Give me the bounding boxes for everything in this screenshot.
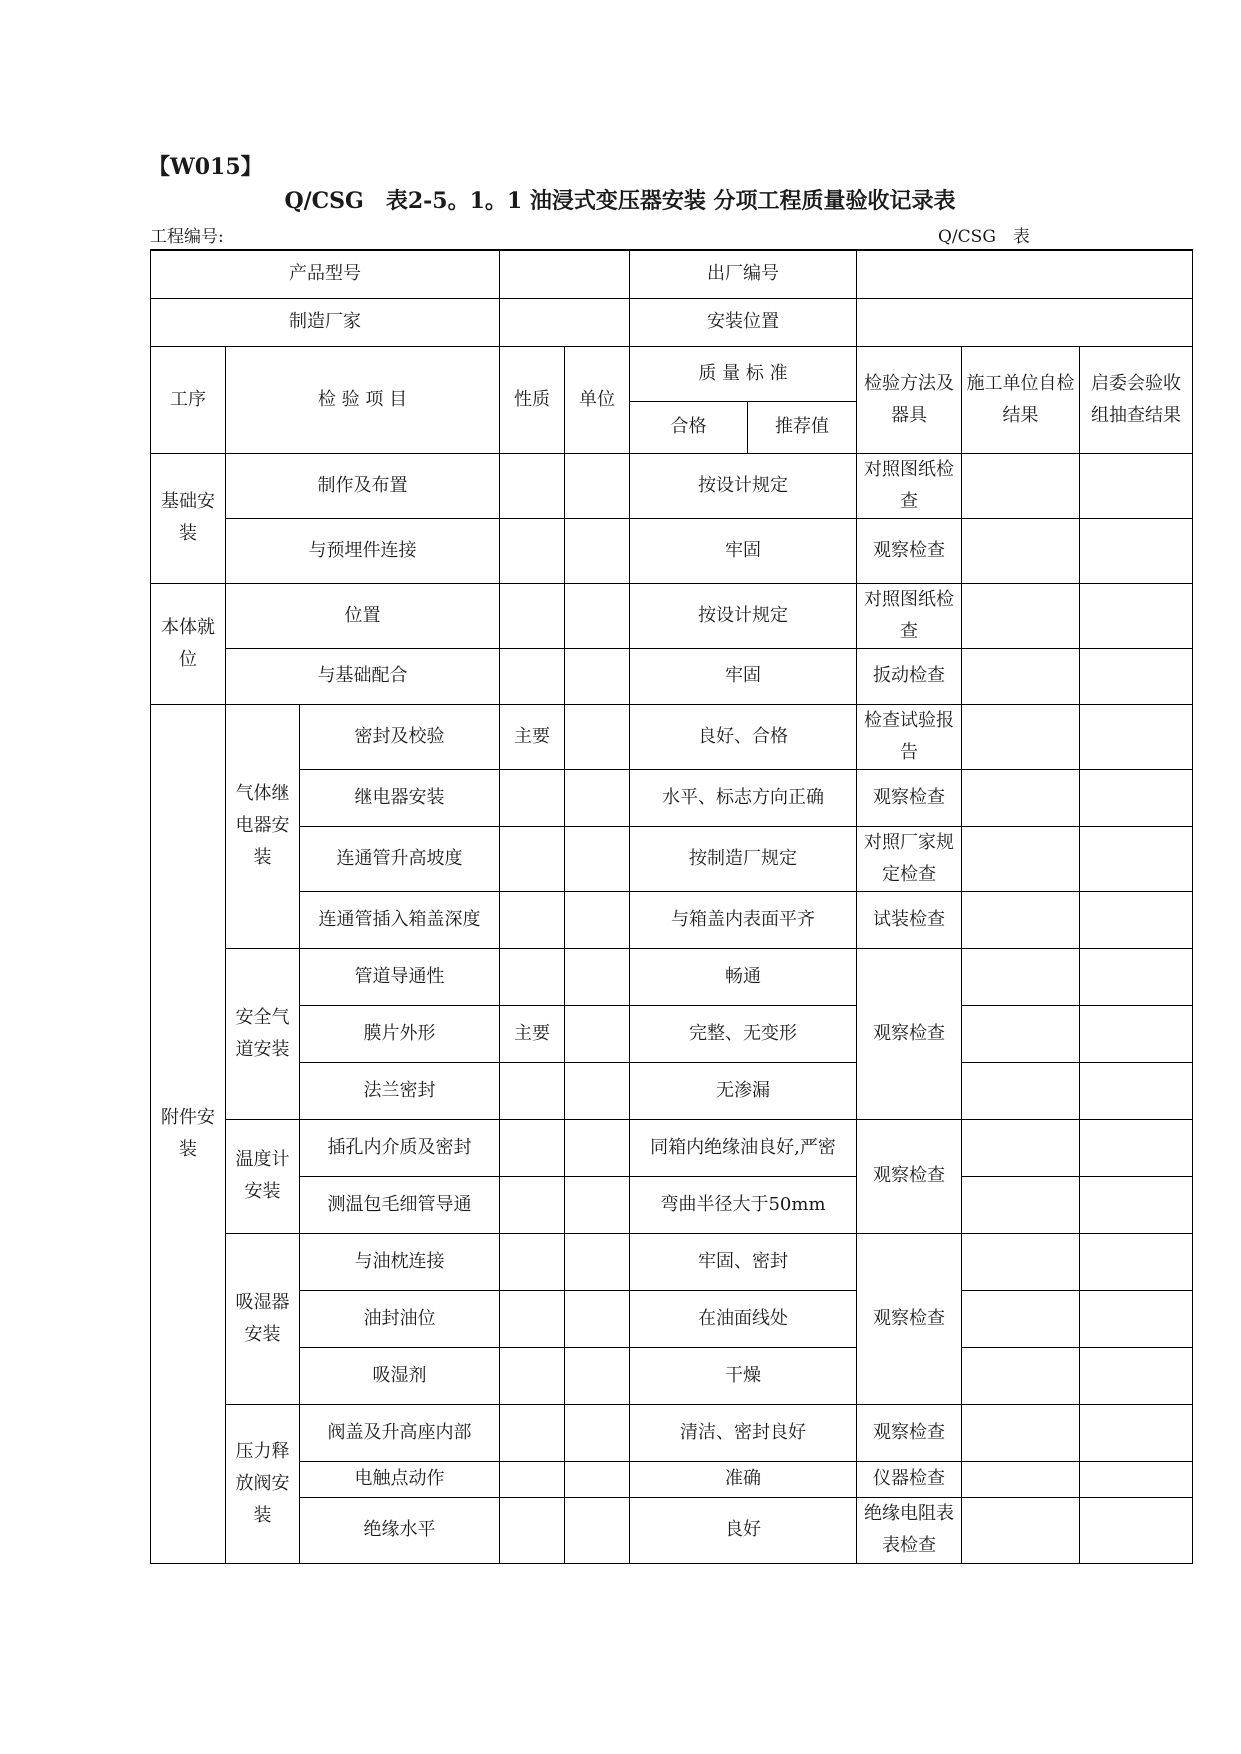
- standard-cell: 牢固、密封: [630, 1233, 857, 1290]
- col-self-check: 施工单位自检结果: [962, 346, 1080, 453]
- committee-check-cell[interactable]: [1080, 704, 1193, 769]
- inspection-record-table: [150, 249, 1193, 1564]
- col-process: 工序: [151, 346, 226, 453]
- factory-number-value[interactable]: [857, 250, 1193, 298]
- install-location-label: 安装位置: [630, 298, 857, 346]
- method-cell: 试装检查: [857, 891, 962, 948]
- group-foundation: 基础安装: [151, 453, 226, 583]
- unit-cell: [565, 648, 630, 704]
- group-accessory-install: 附件安装: [151, 704, 226, 1563]
- project-number-label: 工程编号:: [150, 227, 224, 247]
- col-unit: 单位: [565, 346, 630, 453]
- manufacturer-label: 制造厂家: [151, 298, 500, 346]
- committee-check-cell[interactable]: [1080, 1119, 1193, 1176]
- standard-cell: 干燥: [630, 1347, 857, 1404]
- standard-cell: 在油面线处: [630, 1290, 857, 1347]
- item-label: 连通管升高坡度: [300, 826, 500, 891]
- method-cell: 检查试验报告: [857, 704, 962, 769]
- self-check-cell[interactable]: [962, 826, 1080, 891]
- unit-cell: [565, 1062, 630, 1119]
- col-method: 检验方法及器具: [857, 346, 962, 453]
- item-label: 阀盖及升高座内部: [300, 1404, 500, 1461]
- item-label: 密封及校验: [300, 704, 500, 769]
- committee-check-cell[interactable]: [1080, 583, 1193, 648]
- item-label: 与油枕连接: [300, 1233, 500, 1290]
- nature-cell: [500, 1404, 565, 1461]
- subgroup-gas-relay: 气体继电器安装: [226, 704, 300, 948]
- col-inspection-item: 检 验 项 目: [226, 346, 500, 453]
- self-check-cell[interactable]: [962, 583, 1080, 648]
- standard-cell: 水平、标志方向正确: [630, 769, 857, 826]
- method-cell: 观察检查: [857, 948, 962, 1119]
- method-cell: 观察检查: [857, 1404, 962, 1461]
- standard-cell: 准确: [630, 1461, 857, 1497]
- standard-cell: 清洁、密封良好: [630, 1404, 857, 1461]
- nature-cell: [500, 826, 565, 891]
- unit-cell: [565, 1119, 630, 1176]
- unit-cell: [565, 704, 630, 769]
- product-model-label: 产品型号: [151, 250, 500, 298]
- col-qualified: 合格: [630, 401, 748, 453]
- col-recommended: 推荐值: [748, 401, 857, 453]
- nature-cell: [500, 1176, 565, 1233]
- nature-cell: [500, 453, 565, 518]
- nature-cell: 主要: [500, 1005, 565, 1062]
- item-label: 测温包毛细管导通: [300, 1176, 500, 1233]
- item-label: 法兰密封: [300, 1062, 500, 1119]
- standard-cell: 畅通: [630, 948, 857, 1005]
- committee-check-cell[interactable]: [1080, 1404, 1193, 1461]
- committee-check-cell[interactable]: [1080, 453, 1193, 518]
- standard-cell: 同箱内绝缘油良好,严密: [630, 1119, 857, 1176]
- method-cell: 观察检查: [857, 518, 962, 583]
- group-body-positioning: 本体就位: [151, 583, 226, 704]
- item-label: 管道导通性: [300, 948, 500, 1005]
- item-label: 吸湿剂: [300, 1347, 500, 1404]
- method-cell: 对照厂家规定检查: [857, 826, 962, 891]
- committee-check-cell[interactable]: [1080, 769, 1193, 826]
- committee-check-cell[interactable]: [1080, 1062, 1193, 1119]
- self-check-cell[interactable]: [962, 1404, 1080, 1461]
- unit-cell: [565, 1347, 630, 1404]
- method-cell: 观察检查: [857, 769, 962, 826]
- self-check-cell[interactable]: [962, 1119, 1080, 1176]
- committee-check-cell[interactable]: [1080, 891, 1193, 948]
- nature-cell: [500, 948, 565, 1005]
- standard-cell: 牢固: [630, 518, 857, 583]
- unit-cell: [565, 453, 630, 518]
- factory-number-label: 出厂编号: [630, 250, 857, 298]
- item-label: 油封油位: [300, 1290, 500, 1347]
- unit-cell: [565, 948, 630, 1005]
- product-model-value[interactable]: [500, 250, 630, 298]
- committee-check-cell[interactable]: [1080, 1005, 1193, 1062]
- item-label: 插孔内介质及密封: [300, 1119, 500, 1176]
- unit-cell: [565, 1233, 630, 1290]
- unit-cell: [565, 583, 630, 648]
- unit-cell: [565, 891, 630, 948]
- self-check-cell[interactable]: [962, 704, 1080, 769]
- unit-cell: [565, 769, 630, 826]
- committee-check-cell[interactable]: [1080, 826, 1193, 891]
- subgroup-pressure-relief-valve: 压力释放阀安装: [226, 1404, 300, 1563]
- self-check-cell[interactable]: [962, 1176, 1080, 1233]
- unit-cell: [565, 1404, 630, 1461]
- nature-cell: [500, 1062, 565, 1119]
- self-check-cell[interactable]: [962, 1497, 1080, 1563]
- item-label: 电触点动作: [300, 1461, 500, 1497]
- form-number-label: Q/CSG 表: [938, 227, 1030, 247]
- unit-cell: [565, 518, 630, 583]
- method-cell: 对照图纸检查: [857, 583, 962, 648]
- self-check-cell[interactable]: [962, 891, 1080, 948]
- nature-cell: [500, 1290, 565, 1347]
- item-label: 与预埋件连接: [226, 518, 500, 583]
- self-check-cell[interactable]: [962, 1347, 1080, 1404]
- self-check-cell[interactable]: [962, 648, 1080, 704]
- subgroup-thermometer: 温度计安装: [226, 1119, 300, 1233]
- nature-cell: [500, 891, 565, 948]
- self-check-cell[interactable]: [962, 1005, 1080, 1062]
- committee-check-cell[interactable]: [1080, 1290, 1193, 1347]
- standard-cell: 良好、合格: [630, 704, 857, 769]
- nature-cell: [500, 648, 565, 704]
- committee-check-cell[interactable]: [1080, 1347, 1193, 1404]
- unit-cell: [565, 1290, 630, 1347]
- nature-cell: [500, 518, 565, 583]
- item-label: 绝缘水平: [300, 1497, 500, 1563]
- subgroup-safety-duct: 安全气道安装: [226, 948, 300, 1119]
- standard-cell: 无渗漏: [630, 1062, 857, 1119]
- self-check-cell[interactable]: [962, 769, 1080, 826]
- standard-cell: 与箱盖内表面平齐: [630, 891, 857, 948]
- committee-check-cell[interactable]: [1080, 1497, 1193, 1563]
- unit-cell: [565, 1497, 630, 1563]
- self-check-cell[interactable]: [962, 1290, 1080, 1347]
- page-title: Q/CSG 表2-5。1。1 油浸式变压器安装 分项工程质量验收记录表: [284, 188, 956, 214]
- nature-cell: [500, 769, 565, 826]
- unit-cell: [565, 826, 630, 891]
- item-label: 与基础配合: [226, 648, 500, 704]
- item-label: 制作及布置: [226, 453, 500, 518]
- standard-cell: 牢固: [630, 648, 857, 704]
- method-cell: 观察检查: [857, 1233, 962, 1404]
- method-cell: 仪器检查: [857, 1461, 962, 1497]
- nature-cell: [500, 583, 565, 648]
- committee-check-cell[interactable]: [1080, 1233, 1193, 1290]
- nature-cell: [500, 1497, 565, 1563]
- col-quality-standard: 质 量 标 准: [630, 346, 857, 401]
- standard-cell: 良好: [630, 1497, 857, 1563]
- self-check-cell[interactable]: [962, 1233, 1080, 1290]
- item-label: 位置: [226, 583, 500, 648]
- self-check-cell[interactable]: [962, 948, 1080, 1005]
- standard-cell: 弯曲半径大于50mm: [630, 1176, 857, 1233]
- self-check-cell[interactable]: [962, 518, 1080, 583]
- item-label: 继电器安装: [300, 769, 500, 826]
- nature-cell: [500, 1461, 565, 1497]
- self-check-cell[interactable]: [962, 453, 1080, 518]
- committee-check-cell[interactable]: [1080, 1461, 1193, 1497]
- item-label: 膜片外形: [300, 1005, 500, 1062]
- standard-cell: 按设计规定: [630, 453, 857, 518]
- method-cell: 观察检查: [857, 1119, 962, 1233]
- item-label: 连通管插入箱盖深度: [300, 891, 500, 948]
- self-check-cell[interactable]: [962, 1062, 1080, 1119]
- nature-cell: [500, 1119, 565, 1176]
- col-nature: 性质: [500, 346, 565, 453]
- standard-cell: 按设计规定: [630, 583, 857, 648]
- nature-cell: 主要: [500, 704, 565, 769]
- standard-cell: 按制造厂规定: [630, 826, 857, 891]
- committee-check-cell[interactable]: [1080, 518, 1193, 583]
- standard-cell: 完整、无变形: [630, 1005, 857, 1062]
- unit-cell: [565, 1176, 630, 1233]
- method-cell: 绝缘电阻表表检查: [857, 1497, 962, 1563]
- unit-cell: [565, 1461, 630, 1497]
- manufacturer-value[interactable]: [500, 298, 630, 346]
- committee-check-cell[interactable]: [1080, 948, 1193, 1005]
- nature-cell: [500, 1347, 565, 1404]
- method-cell: 对照图纸检查: [857, 453, 962, 518]
- unit-cell: [565, 1005, 630, 1062]
- nature-cell: [500, 1233, 565, 1290]
- method-cell: 扳动检查: [857, 648, 962, 704]
- col-committee-check: 启委会验收组抽查结果: [1080, 346, 1193, 453]
- committee-check-cell[interactable]: [1080, 648, 1193, 704]
- committee-check-cell[interactable]: [1080, 1176, 1193, 1233]
- subgroup-breather: 吸湿器安装: [226, 1233, 300, 1404]
- install-location-value[interactable]: [857, 298, 1193, 346]
- self-check-cell[interactable]: [962, 1461, 1080, 1497]
- form-code: 【W015】: [148, 154, 263, 180]
